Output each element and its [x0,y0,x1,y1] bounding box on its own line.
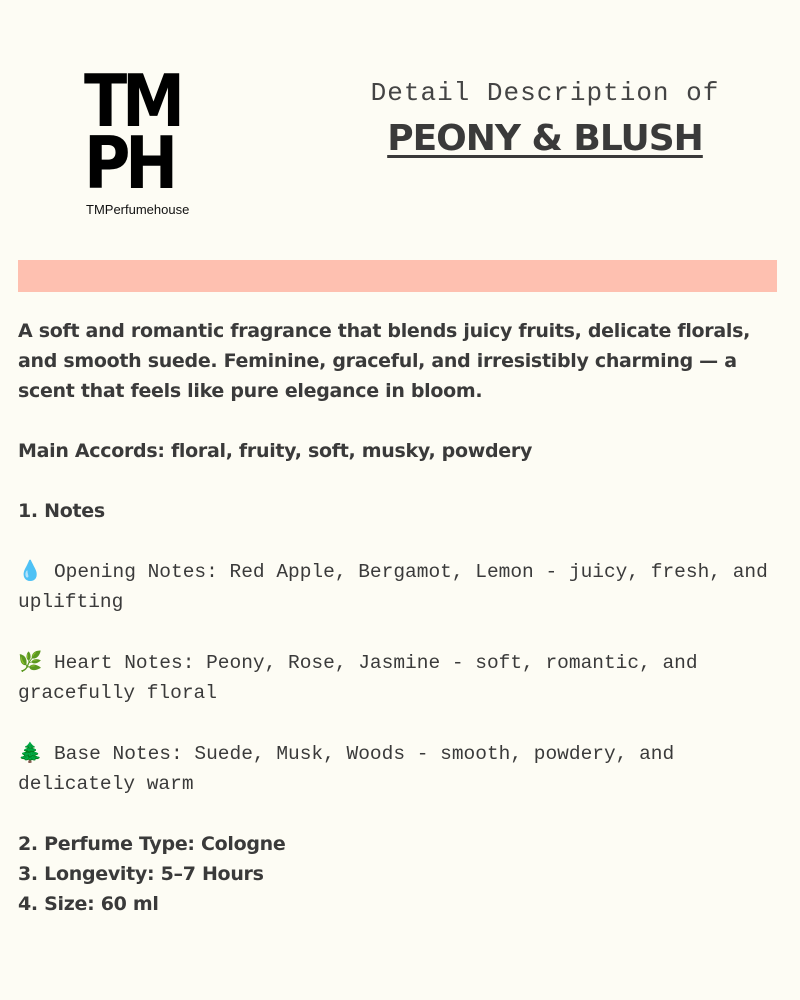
logo-line-1: TM [84,59,180,143]
product-description: A soft and romantic fragrance that blends juicy fruits, delicate florals, and smooth suede. Feminine, graceful, and irresistibly charming — a scent that feels like pure elegance in bloom. [18,320,751,402]
brand-logo [84,59,214,217]
logo-monogram [84,59,198,205]
droplet-icon: 💧 [18,559,43,582]
logo-caption: TMPerfumehouse [86,202,190,217]
page-header [340,78,750,159]
size: 4. Size: 60 ml [18,893,159,915]
heart-notes [18,647,778,708]
description-content [18,316,778,919]
logo-line-2: PH [84,121,173,205]
page-subtitle: Detail Description of [370,78,720,108]
herb-icon: 🌿 [18,650,43,673]
notes-heading: 1. Notes [18,500,105,522]
perfume-type: 2. Perfume Type: Cologne [18,833,286,855]
main-accords: Main Accords: floral, fruity, soft, musky, powdery [18,440,533,462]
product-title: PEONY & BLUSH [387,118,703,159]
opening-notes-text: Opening Notes: Red Apple, Bergamot, Lemon - juicy, fresh, and uplifting [18,561,768,613]
longevity: 3. Longevity: 5–7 Hours [18,863,264,885]
accent-bar [18,260,777,292]
tree-icon: 🌲 [18,741,43,764]
base-notes-text: Base Notes: Suede, Musk, Woods - smooth, powdery, and delicately warm [18,743,675,795]
opening-notes [18,556,778,617]
heart-notes-text: Heart Notes: Peony, Rose, Jasmine - soft, romantic, and gracefully floral [18,652,698,704]
base-notes [18,738,778,799]
